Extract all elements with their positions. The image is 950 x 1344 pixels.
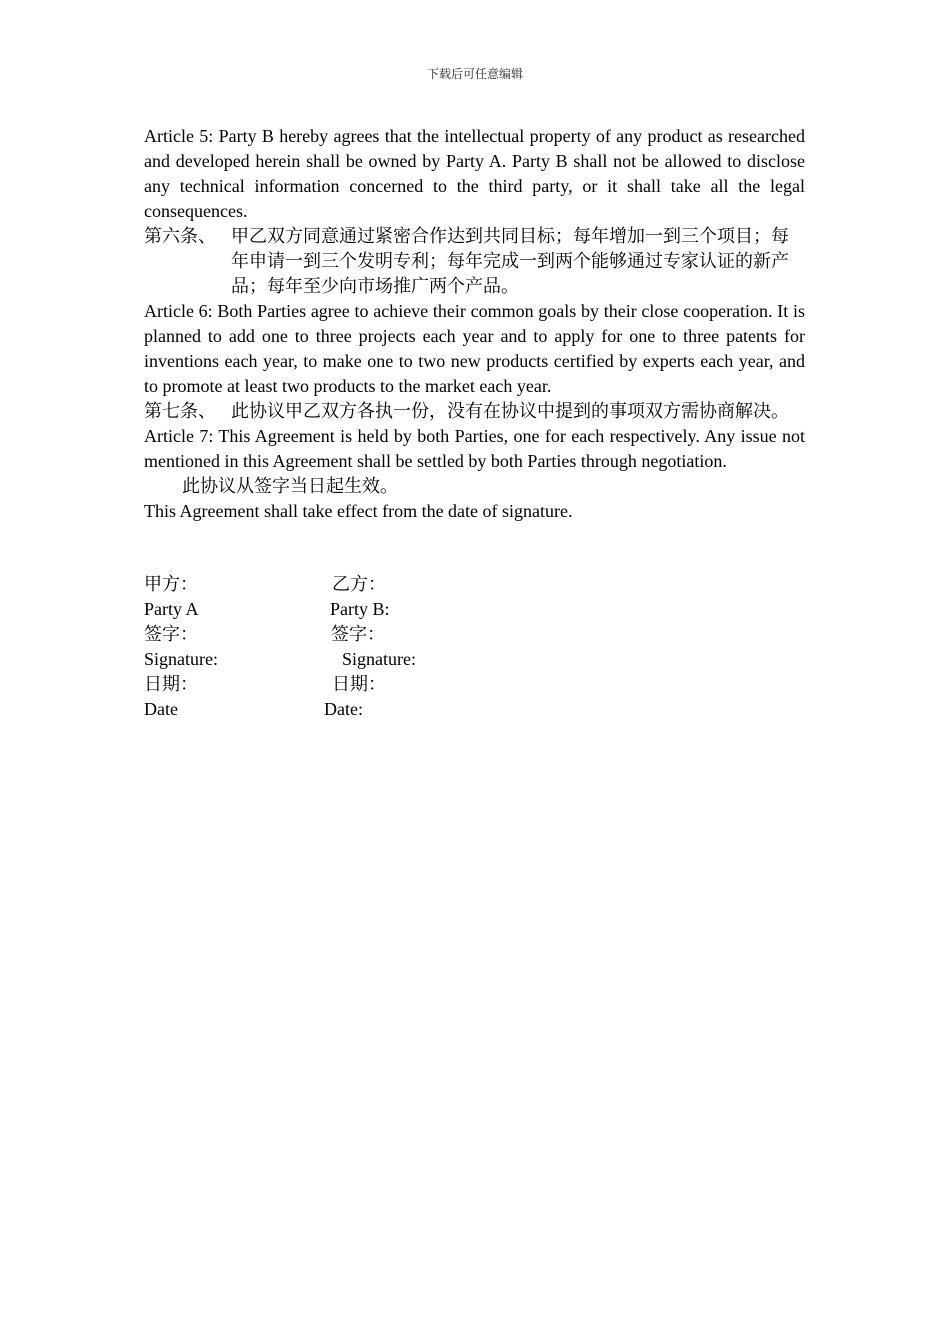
article-5-english: Article 5: Party B hereby agrees that the intellectual property of any product as researched and developed herein shall be owned by Party A. Party B shall not be allowed to disclose any technical information concerned to the third party, or it shall take all the legal consequences. (144, 126, 805, 221)
date-a-label-english: Date (144, 699, 178, 719)
party-a-label-english: Party A (144, 599, 199, 619)
signature-row-english (144, 647, 544, 672)
effect-clause-english: This Agreement shall take effect from the date of signature. (144, 501, 573, 521)
party-b-label-chinese: 乙方： (332, 574, 386, 594)
article-6-english: Article 6: Both Parties agree to achieve their common goals by their close cooperation. It is planned to add one to three projects each year and to apply for one to three patents for inventions each year, to make one to two new products certified by experts each year, and to promote at least two products to the market each year. (144, 301, 805, 396)
signature-a-label-chinese: 签字： (144, 624, 198, 644)
article-7-chinese-label: 第七条、 (144, 401, 216, 421)
article-6-chinese-label: 第六条、 (144, 226, 216, 246)
date-row-english (144, 697, 544, 722)
party-row-english (144, 597, 544, 622)
article-6-chinese (144, 224, 805, 299)
date-row-chinese (144, 672, 544, 697)
date-b-label-chinese: 日期： (332, 674, 386, 694)
article-7-chinese (144, 399, 805, 424)
article-7-chinese-text: 此协议甲乙双方各执一份，没有在协议中提到的事项双方需协商解决。 (231, 401, 789, 421)
party-a-label-chinese: 甲方： (144, 574, 198, 594)
party-b-label-english: Party B: (330, 599, 390, 619)
article-7-english: Article 7: This Agreement is held by both Parties, one for each respectively. Any issue not mentioned in this Agreement shall be settled by both Parties through negotiation. (144, 426, 805, 471)
date-a-label-chinese: 日期： (144, 674, 198, 694)
signature-a-label-english: Signature: (144, 649, 218, 669)
signature-block (144, 572, 544, 722)
article-6-chinese-text: 甲乙双方同意通过紧密合作达到共同目标；每年增加一到三个项目；每年申请一到三个发明专利；每年完成一到两个能够通过专家认证的新产品；每年至少向市场推广两个产品。 (231, 226, 789, 296)
party-row-chinese (144, 572, 544, 597)
effect-clause-chinese: 此协议从签字当日起生效。 (182, 476, 398, 496)
agreement-body (144, 124, 805, 524)
page-header: 下载后可任意编辑 (426, 67, 523, 81)
signature-b-label-english: Signature: (342, 649, 416, 669)
date-b-label-english: Date: (324, 699, 363, 719)
signature-row-chinese (144, 622, 544, 647)
signature-b-label-chinese: 签字： (331, 624, 385, 644)
